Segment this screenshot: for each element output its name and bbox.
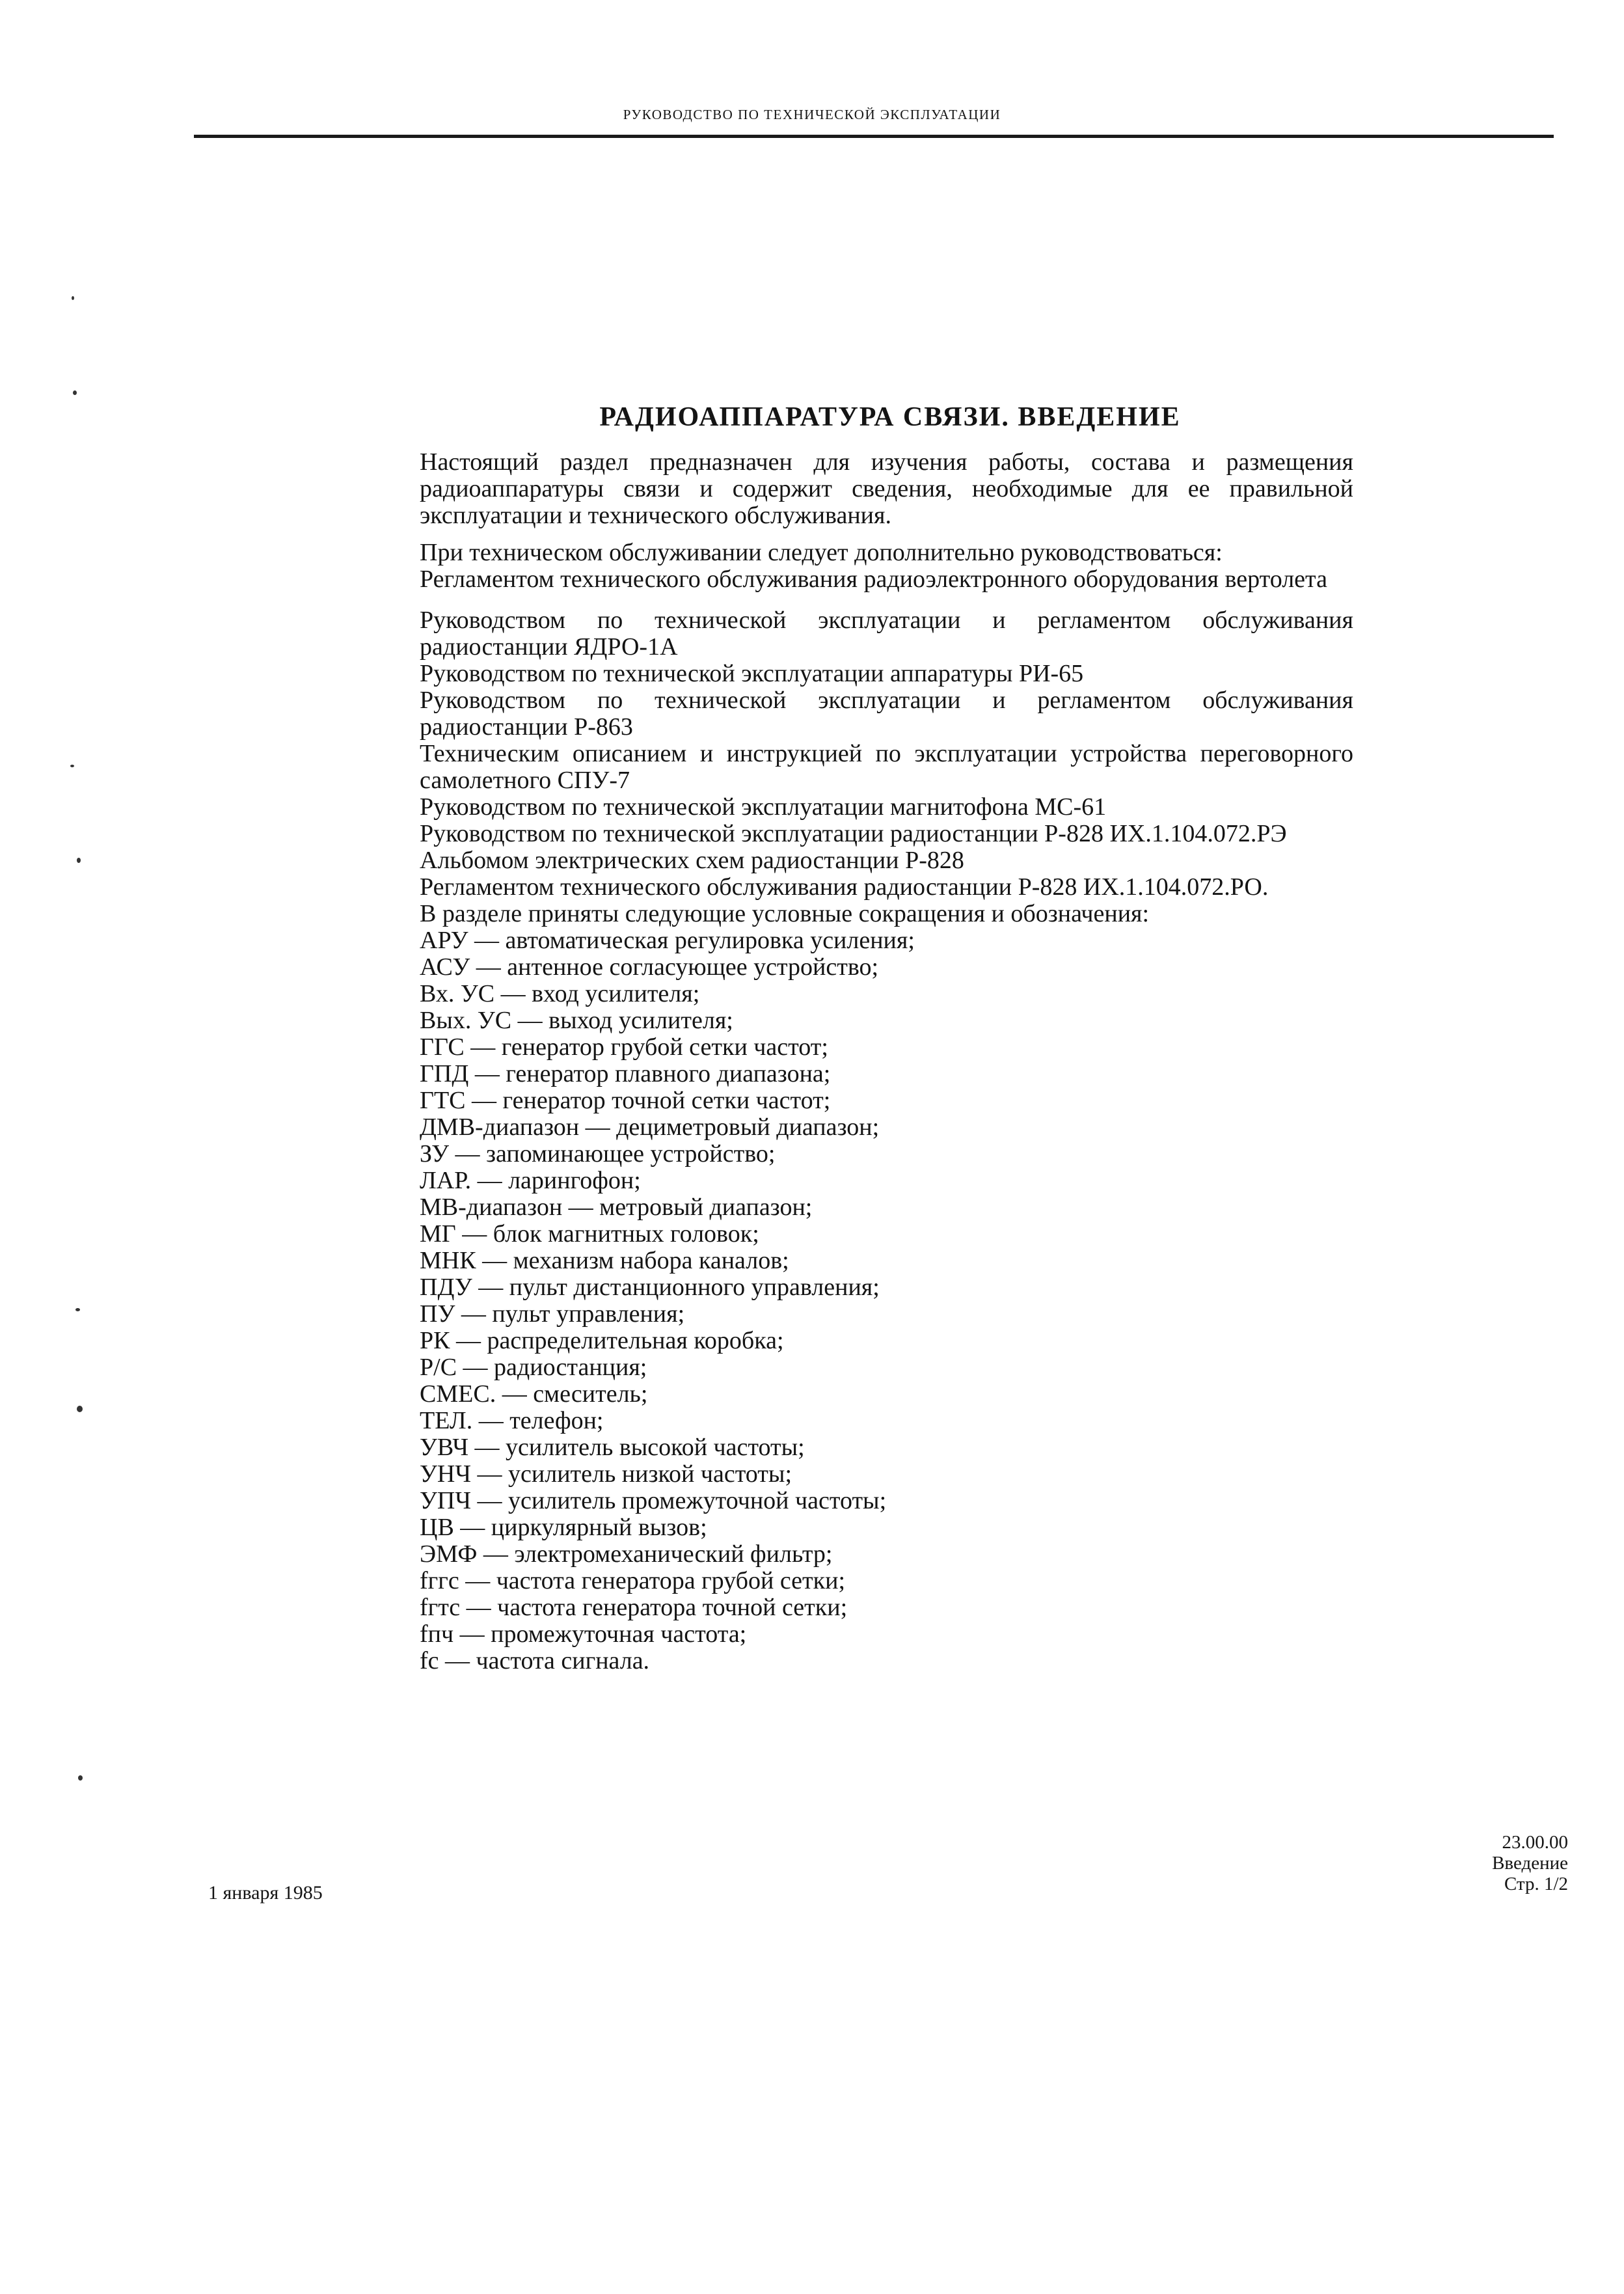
reference-item: Руководством по технической эксплуатации радиостанции Р-828 ИХ.1.104.072.РЭ (420, 820, 1287, 847)
abbreviation-item: ЗУ — запоминающее устройство; (420, 1140, 776, 1167)
abbreviation-item: РК — распределительная коробка; (420, 1327, 784, 1354)
section-name: Введение (1492, 1853, 1568, 1874)
abbreviation-item: МГ — блок магнитных головок; (420, 1220, 759, 1248)
scan-speck (77, 858, 81, 863)
abbreviation-item: ГГС — генератор грубой сетки частот; (420, 1033, 828, 1061)
page-title: РАДИОАППАРАТУРА СВЯЗИ. ВВЕДЕНИЕ (599, 402, 1181, 432)
abbreviation-item: fгтс — частота генератора точной сетки; (420, 1594, 848, 1621)
abbreviation-item: Вх. УС — вход усилителя; (420, 980, 700, 1007)
scan-speck (70, 765, 74, 767)
abbreviation-item: ЛАР. — ларингофон; (420, 1167, 641, 1194)
scan-speck (77, 1406, 83, 1412)
abbreviation-item: ГТС — генератор точной сетки частот; (420, 1087, 831, 1114)
abbreviation-item: МНК — механизм набора каналов; (420, 1247, 789, 1274)
reference-item: Руководством по технической эксплуатации и регламентом обслуживания радиостанции Р-863 (420, 687, 1353, 741)
abbreviations-list (420, 927, 1353, 1674)
abbreviation-item: ГПД — генератор плавного диапазона; (420, 1060, 831, 1087)
intro-paragraph: Настоящий раздел предназначен для изучения работы, состава и размещения радиоаппаратуры связи и содержит сведения, необходимые для ее правильной эксплуатации и технического обслуживания. (420, 448, 1353, 529)
reference-item: Альбомом электрических схем радиостанции Р-828 (420, 847, 964, 874)
abbreviation-item: ЦВ — циркулярный вызов; (420, 1514, 707, 1541)
abbreviation-item: ПУ — пульт управления; (420, 1300, 685, 1328)
document-body (420, 449, 1353, 1674)
references-lead: При техническом обслуживании следует дополнительно руководствоваться: (420, 539, 1223, 566)
section-code: 23.00.00 (1502, 1832, 1568, 1853)
scan-speck (72, 296, 74, 300)
abbreviation-item: ДМВ-диапазон — дециметровый диапазон; (420, 1113, 880, 1141)
footer-section-reference (1492, 1832, 1568, 1894)
abbreviation-item: АСУ — антенное согласующее устройство; (420, 953, 879, 981)
abbreviation-item: УПЧ — усилитель промежуточной частоты; (420, 1487, 887, 1514)
abbreviation-item: АРУ — автоматическая регулировка усиления; (420, 927, 915, 954)
abbreviation-item: Р/С — радиостанция; (420, 1354, 647, 1381)
reference-item: Руководством по технической эксплуатации аппаратуры РИ-65 (420, 660, 1084, 687)
abbreviation-item: УВЧ — усилитель высокой частоты; (420, 1434, 805, 1461)
abbreviation-item: fггс — частота генератора грубой сетки; (420, 1567, 845, 1594)
abbreviation-item: УНЧ — усилитель низкой частоты; (420, 1460, 792, 1488)
scan-speck (78, 1775, 83, 1781)
running-header-title: РУКОВОДСТВО ПО ТЕХНИЧЕСКОЙ ЭКСПЛУАТАЦИИ (623, 107, 1001, 122)
abbreviation-item: СМЕС. — смеситель; (420, 1380, 648, 1408)
scan-speck (73, 390, 77, 395)
reference-item: Руководством по технической эксплуатации магнитофона МС-61 (420, 793, 1107, 821)
abbreviation-item: ПДУ — пульт дистанционного управления; (420, 1274, 880, 1301)
abbreviations-lead: В разделе приняты следующие условные сокращения и обозначения: (420, 900, 1150, 927)
reference-item: Регламентом технического обслуживания радиостанции Р-828 ИХ.1.104.072.РО. (420, 873, 1269, 901)
reference-item: Регламентом технического обслуживания радиоэлектронного оборудования вертолета (420, 566, 1327, 593)
footer-date: 1 января 1985 (208, 1882, 323, 1904)
abbreviation-item: ТЕЛ. — телефон; (420, 1407, 604, 1434)
abbreviation-item: ЭМФ — электромеханический фильтр; (420, 1540, 833, 1568)
header-rule (194, 135, 1554, 138)
abbreviation-item: Вых. УС — выход усилителя; (420, 1007, 733, 1034)
abbreviation-item: МВ-диапазон — метровый диапазон; (420, 1194, 813, 1221)
reference-item: Руководством по технической эксплуатации и регламентом обслуживания радиостанции ЯДРО-1А (420, 607, 1353, 661)
abbreviation-item: fс — частота сигнала. (420, 1647, 650, 1674)
abbreviation-item: fпч — промежуточная частота; (420, 1620, 747, 1648)
page-number: Стр. 1/2 (1504, 1874, 1568, 1894)
scan-speck (75, 1308, 80, 1311)
reference-item: Техническим описанием и инструкцией по эксплуатации устройства переговорного самолетного СПУ-7 (420, 740, 1353, 794)
